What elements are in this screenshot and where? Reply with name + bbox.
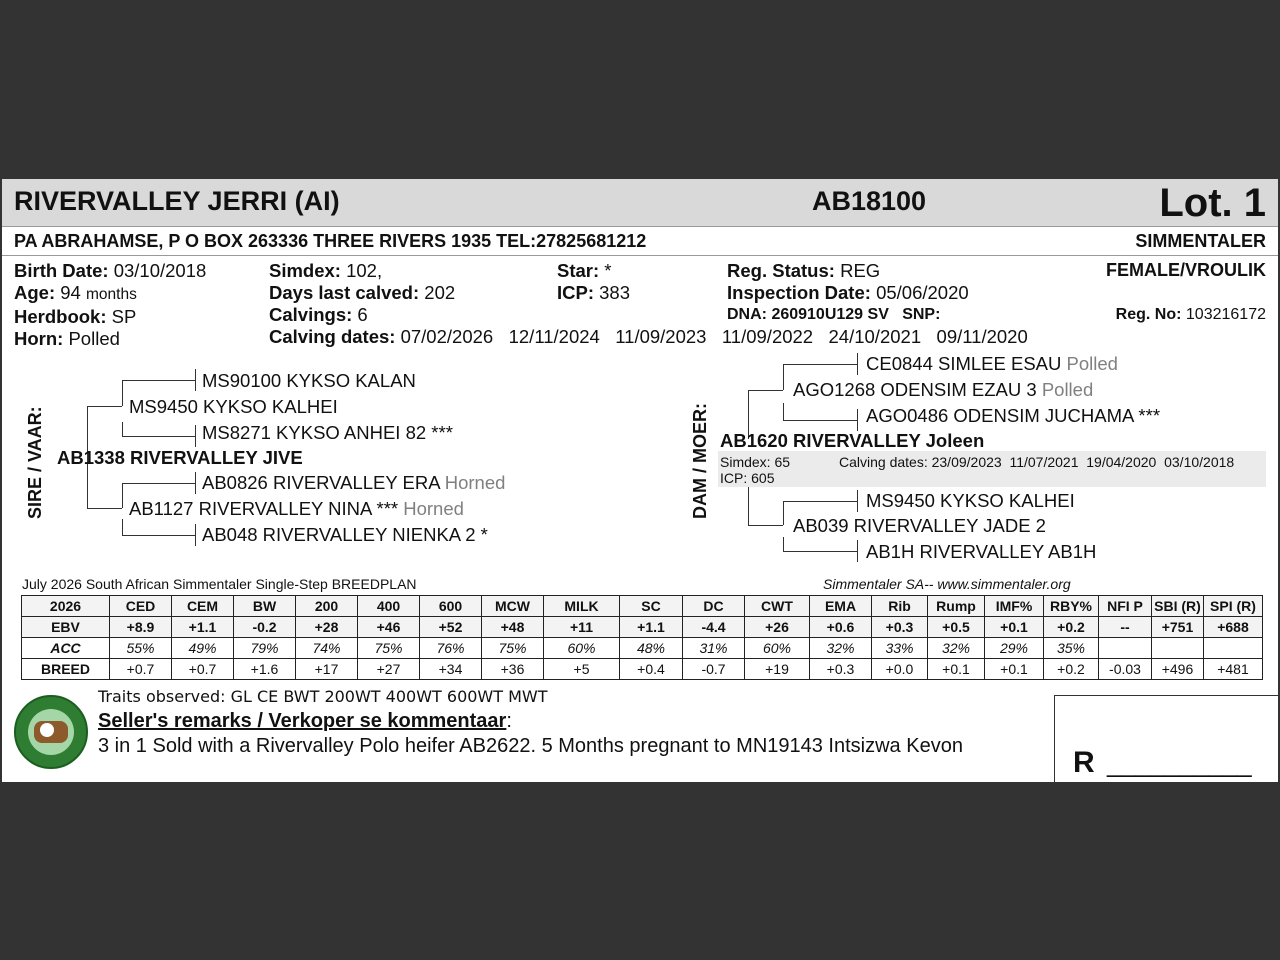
- owner-row: [2, 227, 1278, 256]
- info-col-4: [727, 260, 969, 326]
- ebv-cell: +0.2: [1044, 617, 1099, 638]
- ebv-header-cell: CEM: [172, 596, 234, 617]
- ddd-bracket: [783, 537, 784, 551]
- ebv-cell: +0.1: [985, 659, 1044, 680]
- ebv-cell: 35%: [1044, 638, 1099, 659]
- seller-remarks: 3 in 1 Sold with a Rivervalley Polo heifer AB2622. 5 Months pregnant to MN19143 Intsizwa Kevon: [98, 735, 963, 757]
- dam-sire-sire: [866, 353, 1118, 375]
- ebv-header-cell: SBI (R): [1152, 596, 1204, 617]
- ebv-cell: +5: [544, 659, 620, 680]
- ssd-tick: [195, 425, 196, 447]
- star-label: Star:: [557, 260, 600, 281]
- ebv-cell: -0.2: [234, 617, 296, 638]
- animal-name: RIVERVALLEY JERRI (AI): [14, 186, 340, 216]
- ebv-header-cell: MCW: [482, 596, 544, 617]
- sire-side-label: SIRE / VAAR:: [25, 406, 45, 519]
- sire-sire: MS9450 KYKSO KALHEI: [129, 396, 338, 417]
- simdex-label: Simdex:: [269, 260, 341, 281]
- dss-name: CE0844 SIMLEE ESAU: [866, 353, 1062, 374]
- inspection-label: Inspection Date:: [727, 282, 871, 303]
- sire-dam: [129, 498, 464, 520]
- dam-sire: [793, 379, 1093, 401]
- simdex-value: 102,: [346, 260, 383, 281]
- ebv-row-breed: [22, 659, 1263, 680]
- owner-address: PA ABRAHAMSE, P O BOX 263336 THREE RIVERS 1935 TEL:27825681212: [14, 231, 647, 251]
- sex-label: FEMALE/VROULIK: [1106, 260, 1266, 280]
- sire-dam-sire: [202, 472, 505, 494]
- dss-tick: [857, 353, 858, 375]
- reg-status-value: REG: [840, 260, 881, 281]
- ebv-header-cell: 400: [358, 596, 420, 617]
- sd-horn-note: Horned: [403, 498, 464, 519]
- ebv-cell: +52: [420, 617, 482, 638]
- price-box: [1054, 695, 1278, 782]
- icp-value: 383: [599, 282, 631, 303]
- regno-label: Reg. No:: [1115, 306, 1182, 323]
- ebv-cell: -0.03: [1099, 659, 1152, 680]
- ebv-cell: EBV: [22, 617, 110, 638]
- dna-info: DNA: 260910U129 SV SNP:: [727, 306, 941, 323]
- sdd-bracket: [122, 519, 123, 535]
- ebv-header-row: [22, 596, 1263, 617]
- dam-dam-dam: AB1H RIVERVALLEY AB1H: [866, 541, 1097, 562]
- horn-label: Horn:: [14, 328, 64, 349]
- ebv-cell: +751: [1152, 617, 1204, 638]
- sire-name: AB1338 RIVERVALLEY JIVE: [57, 447, 303, 468]
- ebv-header-cell: 600: [420, 596, 482, 617]
- dam-side-label: DAM / MOER:: [690, 403, 710, 519]
- ebv-cell: BREED: [22, 659, 110, 680]
- ebv-cell: +481: [1204, 659, 1263, 680]
- reg-status-label: Reg. Status:: [727, 260, 835, 281]
- ebv-cell: [1152, 638, 1204, 659]
- ds-bracket: [783, 364, 784, 390]
- horn-value: Polled: [68, 328, 120, 349]
- ebv-header-cell: SC: [620, 596, 683, 617]
- calving-dates-value: 07/02/2026 12/11/2024 11/09/2023 11/09/2022 24/10/2021 09/11/2020: [400, 326, 1028, 347]
- info-col-1: [14, 260, 206, 350]
- age-unit: months: [85, 286, 137, 303]
- ebv-cell: 79%: [234, 638, 296, 659]
- calving-dates-label: Calving dates:: [269, 326, 396, 347]
- regno-value: 103216172: [1185, 306, 1266, 323]
- dss-horn-note: Polled: [1066, 353, 1118, 374]
- sds-name: AB0826 RIVERVALLEY ERA: [202, 472, 440, 493]
- sd-bracket: [122, 483, 123, 508]
- ebv-cell: +0.6: [810, 617, 872, 638]
- ebv-header-cell: Rib: [872, 596, 928, 617]
- ebv-cell: +19: [745, 659, 810, 680]
- ebv-cell: +0.2: [1044, 659, 1099, 680]
- logo-cow-face: [40, 723, 54, 737]
- sds-line: [122, 483, 196, 484]
- ebv-cell: +0.5: [928, 617, 985, 638]
- ebv-cell: +0.1: [928, 659, 985, 680]
- lot-number: Lot. 1: [1159, 181, 1266, 225]
- lot-header: [2, 179, 1278, 227]
- calvings-label: Calvings:: [269, 304, 353, 325]
- ebv-row-acc: [22, 638, 1263, 659]
- ebv-header-cell: 200: [296, 596, 358, 617]
- dds-line: [783, 501, 858, 502]
- ebv-cell: +0.1: [985, 617, 1044, 638]
- lot-card: [2, 179, 1278, 782]
- star-value: *: [604, 260, 612, 281]
- ebv-header-cell: SPI (R): [1204, 596, 1263, 617]
- ebv-cell: -4.4: [683, 617, 745, 638]
- dam-calving-dates: Calving dates: 23/09/2023 11/07/2021 19/04/2020 03/10/2018: [839, 454, 1235, 470]
- herdbook-label: Herdbook:: [14, 306, 107, 327]
- ebv-cell: +48: [482, 617, 544, 638]
- dam-bracket-bottom: [748, 487, 749, 525]
- dds-tick: [857, 490, 858, 512]
- ebv-cell: +28: [296, 617, 358, 638]
- ebv-cell: 55%: [110, 638, 172, 659]
- ebv-header-cell: CWT: [745, 596, 810, 617]
- ds-horn-note: Polled: [1041, 379, 1094, 400]
- breedplan-caption: July 2026 South African Simmentaler Single-Step BREEDPLAN: [22, 576, 417, 592]
- sdd-tick: [195, 524, 196, 546]
- ebv-header-cell: DC: [683, 596, 745, 617]
- ebv-header-cell: Rump: [928, 596, 985, 617]
- price-blank: __________: [1107, 748, 1252, 778]
- ss-line-top: [122, 380, 196, 381]
- sire-dam-dam: AB048 RIVERVALLEY NIENKA 2 *: [202, 524, 488, 545]
- ebv-cell: 31%: [683, 638, 745, 659]
- ebv-cell: 48%: [620, 638, 683, 659]
- ebv-cell: +0.3: [872, 617, 928, 638]
- ebv-cell: +1.1: [620, 617, 683, 638]
- ebv-cell: 49%: [172, 638, 234, 659]
- ebv-header-cell: EMA: [810, 596, 872, 617]
- herdbook-value: SP: [111, 306, 137, 327]
- dam-dam: AB039 RIVERVALLEY JADE 2: [793, 515, 1046, 536]
- ebv-cell: +0.0: [872, 659, 928, 680]
- ebv-cell: +496: [1152, 659, 1204, 680]
- sire-bracket-bottom: [87, 508, 122, 509]
- breed-name: SIMMENTALER: [1135, 231, 1266, 251]
- dam-dam-sire: MS9450 KYKSO KALHEI: [866, 490, 1075, 511]
- sire-bracket-top: [87, 406, 122, 407]
- ddd-tick: [857, 540, 858, 562]
- ebv-header-cell: BW: [234, 596, 296, 617]
- ebv-cell: +46: [358, 617, 420, 638]
- dd-bracket: [783, 501, 784, 525]
- dam-sire-dam: AGO0486 ODENSIM JUCHAMA ***: [866, 405, 1161, 426]
- ebv-header-cell: CED: [110, 596, 172, 617]
- ebv-header-cell: MILK: [544, 596, 620, 617]
- ebv-cell: --: [1099, 617, 1152, 638]
- days-calved-label: Days last calved:: [269, 282, 420, 303]
- dam-name: AB1620 RIVERVALLEY Joleen: [720, 430, 985, 451]
- sds-tick: [195, 472, 196, 494]
- ebv-cell: +0.7: [172, 659, 234, 680]
- ebv-cell: -0.7: [683, 659, 745, 680]
- ebv-cell: ACC: [22, 638, 110, 659]
- sire-sire-sire: MS90100 KYKSO KALAN: [202, 370, 416, 391]
- ebv-cell: +34: [420, 659, 482, 680]
- dd-line: [748, 525, 783, 526]
- ebv-cell: 32%: [928, 638, 985, 659]
- ebv-cell: 60%: [745, 638, 810, 659]
- ebv-cell: +36: [482, 659, 544, 680]
- ebv-cell: +0.7: [110, 659, 172, 680]
- ebv-header-cell: RBY%: [1044, 596, 1099, 617]
- ebv-header-cell: NFI P: [1099, 596, 1152, 617]
- traits-observed: Traits observed: GL CE BWT 200WT 400WT 600WT MWT: [98, 687, 548, 706]
- remarks-heading: [98, 710, 512, 733]
- remarks-colon: :: [506, 710, 512, 732]
- birth-label: Birth Date:: [14, 260, 109, 281]
- ebv-header-cell: 2026: [22, 596, 110, 617]
- dsd-line: [783, 420, 858, 421]
- ebv-header-cell: IMF%: [985, 596, 1044, 617]
- ebv-cell: 75%: [482, 638, 544, 659]
- ebv-cell: +688: [1204, 617, 1263, 638]
- sd-name: AB1127 RIVERVALLEY NINA ***: [129, 498, 399, 519]
- ssd-bracket: [122, 422, 123, 436]
- ebv-cell: +11: [544, 617, 620, 638]
- ebv-cell: 33%: [872, 638, 928, 659]
- ebv-cell: +8.9: [110, 617, 172, 638]
- ebv-cell: +0.4: [620, 659, 683, 680]
- sire-sire-dam: MS8271 KYKSO ANHEI 82 ***: [202, 422, 453, 443]
- ebv-cell: 32%: [810, 638, 872, 659]
- days-calved-value: 202: [424, 282, 456, 303]
- ebv-cell: 74%: [296, 638, 358, 659]
- info-col-3: [557, 260, 630, 304]
- dsd-bracket: [783, 403, 784, 420]
- dsd-tick: [857, 409, 858, 431]
- ebv-cell: 60%: [544, 638, 620, 659]
- ebv-cell: +1.6: [234, 659, 296, 680]
- animal-reg-id: AB18100: [812, 186, 927, 216]
- ssd-line: [122, 436, 196, 437]
- dam-icp: ICP: 605: [720, 470, 775, 486]
- dam-simdex: Simdex: 65: [720, 454, 791, 470]
- ebv-cell: +17: [296, 659, 358, 680]
- ebv-cell: +1.1: [172, 617, 234, 638]
- calvings-value: 6: [357, 304, 368, 325]
- price-label: R: [1073, 746, 1095, 779]
- breedplan-source: Simmentaler SA-- www.simmentaler.org: [823, 576, 1071, 592]
- ebv-cell: +26: [745, 617, 810, 638]
- simmentaler-sa-logo-icon: [14, 695, 88, 769]
- ebv-table: [21, 595, 1263, 680]
- ebv-cell: 29%: [985, 638, 1044, 659]
- ds-line: [748, 390, 783, 391]
- sss-tick: [195, 369, 196, 391]
- ebv-row-ebv: [22, 617, 1263, 638]
- ebv-cell: 75%: [358, 638, 420, 659]
- ebv-cell: +0.3: [810, 659, 872, 680]
- reg-no: [1116, 306, 1266, 324]
- ebv-cell: 76%: [420, 638, 482, 659]
- remarks-title: Seller's remarks / Verkoper se kommentaar: [98, 710, 507, 732]
- icp-label: ICP:: [557, 282, 594, 303]
- age-value: 94: [60, 282, 81, 303]
- ds-name: AGO1268 ODENSIM EZAU 3: [793, 379, 1037, 400]
- birth-date: 03/10/2018: [113, 260, 207, 281]
- sdd-line: [122, 535, 196, 536]
- age-label: Age:: [14, 282, 56, 303]
- dss-line: [783, 364, 858, 365]
- ebv-cell: [1204, 638, 1263, 659]
- dam-details-box: [718, 451, 1266, 487]
- ss-bracket: [122, 380, 123, 406]
- ebv-cell: [1099, 638, 1152, 659]
- ddd-line: [783, 551, 858, 552]
- inspection-date: 05/06/2020: [876, 282, 969, 303]
- ebv-cell: +27: [358, 659, 420, 680]
- sds-horn-note: Horned: [444, 472, 506, 493]
